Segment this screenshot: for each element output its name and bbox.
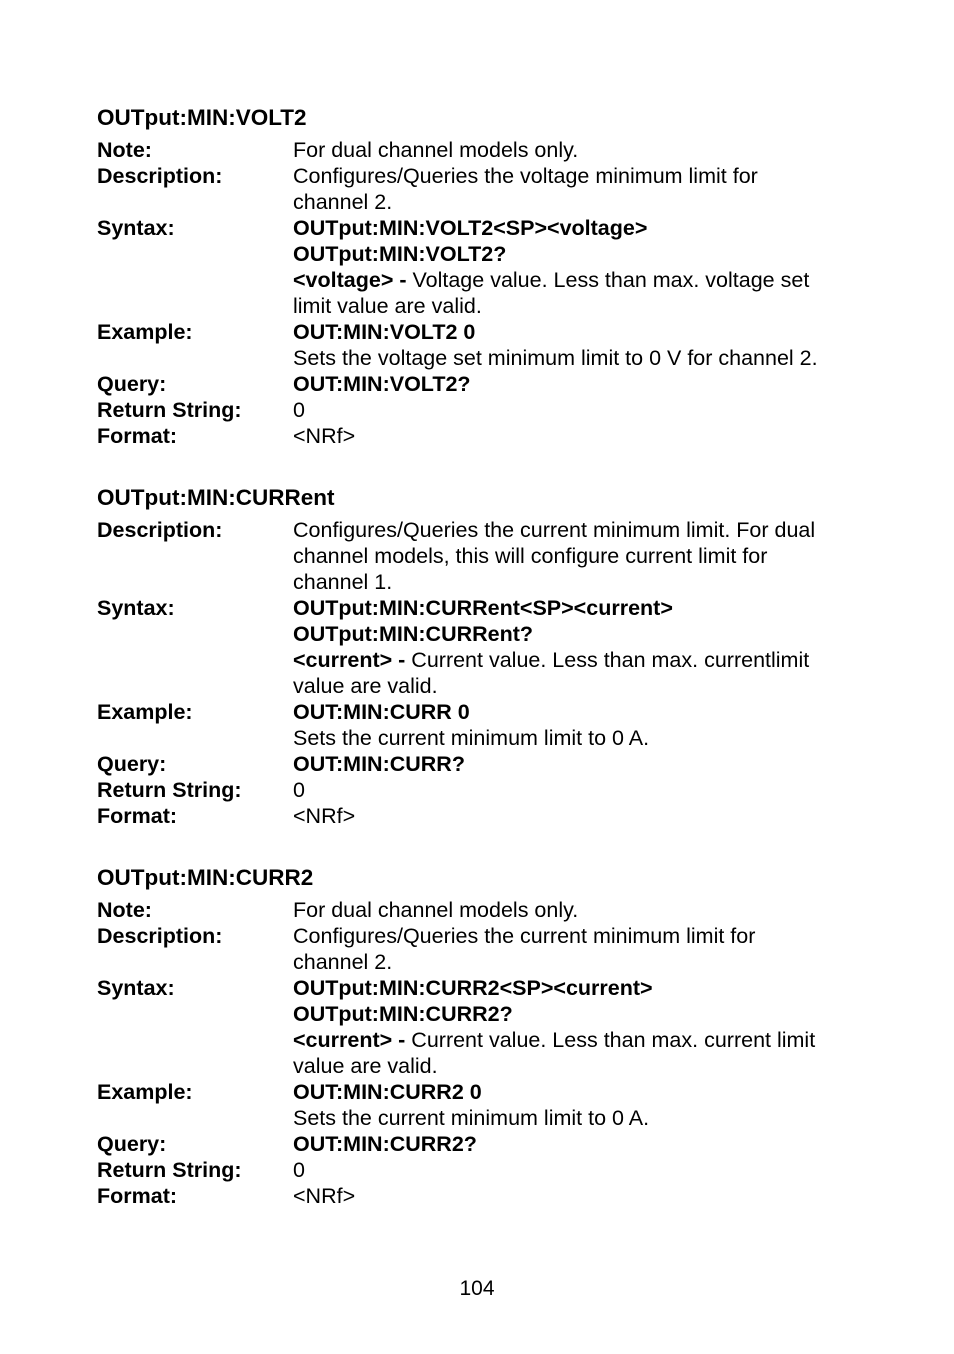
format-value: <NRf> bbox=[293, 424, 356, 448]
example-row bbox=[97, 1079, 877, 1131]
section-title: OUTput:MIN:VOLT2 bbox=[97, 105, 307, 130]
note-label: Note: bbox=[97, 138, 152, 162]
note-label: Note: bbox=[97, 898, 152, 922]
note-row bbox=[97, 137, 877, 163]
parameter-text-continued: limit value are valid. bbox=[293, 294, 482, 318]
query-value: OUT:MIN:CURR? bbox=[293, 752, 465, 776]
description-label: Description: bbox=[97, 518, 223, 542]
description-line: Configures/Queries the voltage minimum limit for bbox=[293, 164, 758, 188]
parameter-text-continued: value are valid. bbox=[293, 674, 438, 698]
description-value bbox=[293, 923, 877, 975]
description-row bbox=[97, 163, 877, 215]
description-label: Description: bbox=[97, 924, 223, 948]
description-line: Configures/Queries the current minimum limit. For dual bbox=[293, 518, 816, 542]
query-row bbox=[97, 371, 877, 397]
parameter-description bbox=[293, 647, 877, 673]
syntax-query-command: OUTput:MIN:VOLT2? bbox=[293, 242, 507, 266]
return-string-value: 0 bbox=[293, 778, 305, 802]
return-string-label: Return String: bbox=[97, 778, 242, 802]
parameter-description bbox=[293, 1027, 877, 1053]
syntax-row bbox=[97, 215, 877, 319]
format-value: <NRf> bbox=[293, 804, 356, 828]
parameter-text: Current value. Less than max. current limit bbox=[405, 1028, 816, 1052]
syntax-row bbox=[97, 595, 877, 699]
description-value bbox=[293, 163, 877, 215]
return-string-value: 0 bbox=[293, 398, 305, 422]
format-row bbox=[97, 803, 877, 829]
parameter-name: <voltage> - bbox=[293, 268, 407, 292]
description-line: channel 2. bbox=[293, 190, 393, 214]
note-value: For dual channel models only. bbox=[293, 898, 579, 922]
syntax-label: Syntax: bbox=[97, 976, 175, 1000]
note-value: For dual channel models only. bbox=[293, 138, 579, 162]
command-section-volt2 bbox=[97, 103, 877, 449]
section-title: OUTput:MIN:CURR2 bbox=[97, 865, 314, 890]
section-title: OUTput:MIN:CURRent bbox=[97, 485, 335, 510]
example-row bbox=[97, 319, 877, 371]
format-label: Format: bbox=[97, 804, 178, 828]
parameter-description bbox=[293, 267, 877, 293]
example-value bbox=[293, 699, 877, 751]
description-row bbox=[97, 517, 877, 595]
query-value: OUT:MIN:CURR2? bbox=[293, 1132, 477, 1156]
query-value: OUT:MIN:VOLT2? bbox=[293, 372, 471, 396]
example-row bbox=[97, 699, 877, 751]
query-row bbox=[97, 1131, 877, 1157]
syntax-value bbox=[293, 975, 877, 1079]
syntax-label: Syntax: bbox=[97, 216, 175, 240]
syntax-query-command: OUTput:MIN:CURRent? bbox=[293, 622, 534, 646]
example-label: Example: bbox=[97, 1080, 193, 1104]
query-row bbox=[97, 751, 877, 777]
manual-page bbox=[97, 103, 877, 1209]
section-gap bbox=[97, 829, 877, 863]
format-row bbox=[97, 423, 877, 449]
description-line: channel 1. bbox=[293, 570, 393, 594]
example-label: Example: bbox=[97, 700, 193, 724]
parameter-name: <current> - bbox=[293, 1028, 406, 1052]
syntax-query-command: OUTput:MIN:CURR2? bbox=[293, 1002, 513, 1026]
syntax-label: Syntax: bbox=[97, 596, 175, 620]
example-value bbox=[293, 1079, 877, 1131]
format-label: Format: bbox=[97, 424, 178, 448]
syntax-value bbox=[293, 215, 877, 319]
query-label: Query: bbox=[97, 752, 167, 776]
return-string-label: Return String: bbox=[97, 1158, 242, 1182]
description-line: channel 2. bbox=[293, 950, 393, 974]
parameter-name: <current> - bbox=[293, 648, 406, 672]
syntax-set-command: OUTput:MIN:CURRent<SP><current> bbox=[293, 596, 673, 620]
query-label: Query: bbox=[97, 372, 167, 396]
example-description: Sets the current minimum limit to 0 A. bbox=[293, 726, 650, 750]
syntax-row bbox=[97, 975, 877, 1079]
description-line: channel models, this will configure current limit for bbox=[293, 544, 768, 568]
syntax-set-command: OUTput:MIN:VOLT2<SP><voltage> bbox=[293, 216, 648, 240]
syntax-set-command: OUTput:MIN:CURR2<SP><current> bbox=[293, 976, 653, 1000]
return-string-row bbox=[97, 1157, 877, 1183]
note-row bbox=[97, 897, 877, 923]
description-label: Description: bbox=[97, 164, 223, 188]
example-command: OUT:MIN:VOLT2 0 bbox=[293, 320, 476, 344]
return-string-row bbox=[97, 777, 877, 803]
section-gap bbox=[97, 449, 877, 483]
description-row bbox=[97, 923, 877, 975]
example-command: OUT:MIN:CURR2 0 bbox=[293, 1080, 482, 1104]
syntax-value bbox=[293, 595, 877, 699]
parameter-text: Voltage value. Less than max. voltage set bbox=[406, 268, 810, 292]
description-line: Configures/Queries the current minimum limit for bbox=[293, 924, 756, 948]
query-label: Query: bbox=[97, 1132, 167, 1156]
description-value bbox=[293, 517, 877, 595]
parameter-text-continued: value are valid. bbox=[293, 1054, 438, 1078]
command-section-curr2 bbox=[97, 863, 877, 1209]
parameter-text: Current value. Less than max. currentlimit bbox=[405, 648, 810, 672]
format-label: Format: bbox=[97, 1184, 178, 1208]
example-description: Sets the current minimum limit to 0 A. bbox=[293, 1106, 650, 1130]
return-string-label: Return String: bbox=[97, 398, 242, 422]
command-section-current bbox=[97, 483, 877, 829]
format-value: <NRf> bbox=[293, 1184, 356, 1208]
return-string-row bbox=[97, 397, 877, 423]
example-description: Sets the voltage set minimum limit to 0 V for channel 2. bbox=[293, 346, 818, 370]
example-command: OUT:MIN:CURR 0 bbox=[293, 700, 470, 724]
example-value bbox=[293, 319, 877, 371]
example-label: Example: bbox=[97, 320, 193, 344]
return-string-value: 0 bbox=[293, 1158, 305, 1182]
page-number: 104 bbox=[459, 1277, 495, 1300]
format-row bbox=[97, 1183, 877, 1209]
